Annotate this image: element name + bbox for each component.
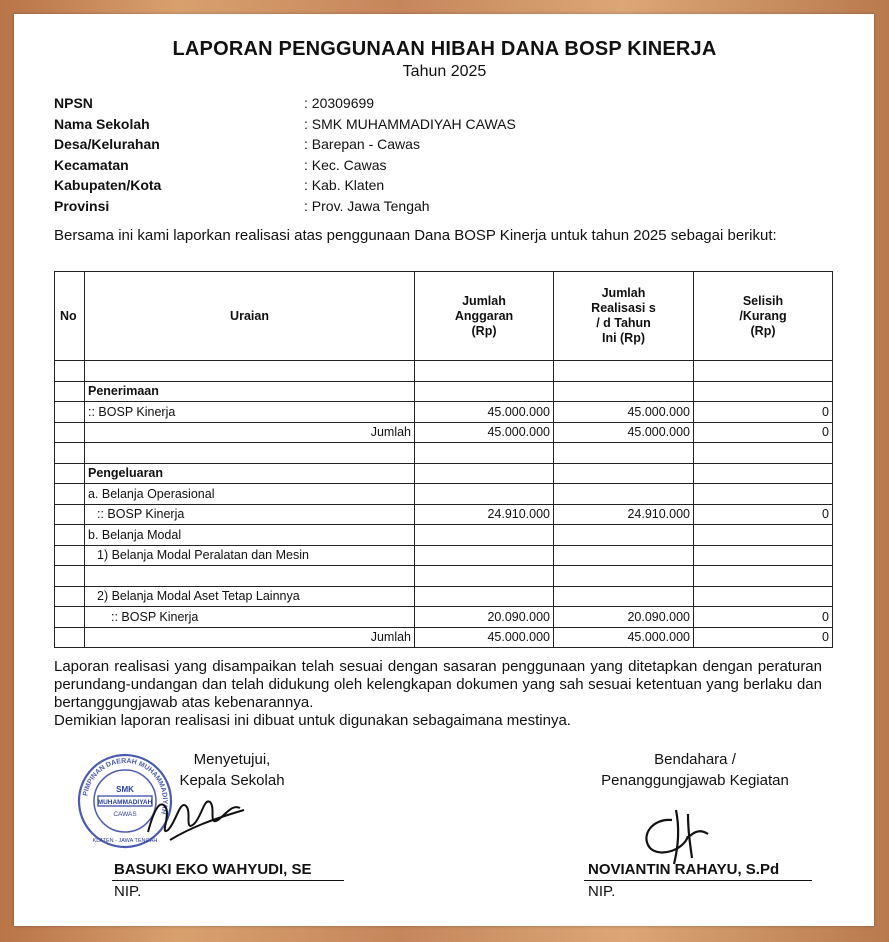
- table-row: [55, 484, 833, 505]
- table-row: [55, 361, 833, 382]
- cell-anggaran: [415, 545, 554, 566]
- cell-anggaran: [415, 566, 554, 587]
- table-row: [55, 627, 833, 648]
- right-signature-underline: [584, 880, 812, 881]
- header-no: No: [55, 272, 85, 361]
- cell-selisih: [694, 381, 833, 402]
- cell-selisih: [694, 525, 833, 546]
- cell-anggaran: [415, 361, 554, 382]
- table-row: [55, 422, 833, 443]
- info-label: Kabupaten/Kota: [54, 177, 162, 193]
- info-label: Nama Sekolah: [54, 115, 150, 132]
- cell-anggaran: [415, 484, 554, 505]
- cell-no: [55, 525, 85, 546]
- cell-no: [55, 586, 85, 607]
- cell-uraian: [85, 361, 415, 382]
- cell-realisasi: 45.000.000: [554, 402, 694, 423]
- table-header-row: [55, 272, 833, 361]
- cell-uraian: :: BOSP Kinerja: [85, 607, 415, 628]
- table-row: [55, 545, 833, 566]
- cell-selisih: [694, 484, 833, 505]
- info-label: Provinsi: [54, 197, 110, 214]
- table-row: [55, 566, 833, 587]
- stamp-center-mid: MUHAMMADIYAH: [97, 799, 153, 806]
- cell-anggaran: [415, 586, 554, 607]
- cell-uraian: 2) Belanja Modal Aset Tetap Lainnya: [85, 586, 415, 607]
- cell-selisih: [694, 361, 833, 382]
- table-row: [55, 402, 833, 423]
- right-signature-heading: [580, 749, 810, 791]
- stamp-center-bottom: CAWAS: [113, 811, 137, 818]
- cell-realisasi: [554, 361, 694, 382]
- table-row: [55, 586, 833, 607]
- info-label: NPSN: [54, 95, 93, 111]
- info-value: : Barepan - Cawas: [304, 136, 420, 152]
- info-value: : Prov. Jawa Tengah: [304, 197, 430, 214]
- closing-statement: Demikian laporan realisasi ini dibuat untuk digunakan sebagaimana mestinya.: [54, 712, 571, 729]
- cell-selisih: [694, 545, 833, 566]
- cell-selisih: 0: [694, 607, 833, 628]
- stamp-bottom-text: KLATEN - JAWA TENGAH: [92, 838, 158, 844]
- report-title: LAPORAN PENGGUNAAN HIBAH DANA BOSP KINERJA: [172, 38, 717, 60]
- cell-realisasi: [554, 566, 694, 587]
- cell-anggaran: 45.000.000: [415, 422, 554, 443]
- cell-realisasi: 24.910.000: [554, 504, 694, 525]
- cell-uraian: a. Belanja Operasional: [85, 484, 415, 505]
- cell-uraian: Pengeluaran: [85, 463, 415, 484]
- cell-anggaran: [415, 381, 554, 402]
- info-label: Kecamatan: [54, 156, 129, 173]
- cell-uraian: Penerimaan: [85, 381, 415, 402]
- right-sig-line1: Bendahara /: [654, 751, 736, 768]
- header-selisih: [694, 272, 833, 361]
- cell-realisasi: 45.000.000: [554, 422, 694, 443]
- info-value: : Kab. Klaten: [304, 177, 385, 193]
- cell-uraian: [85, 566, 415, 587]
- right-signer-name: NOVIANTIN RAHAYU, S.Pd: [588, 861, 780, 878]
- cell-uraian: Jumlah: [85, 422, 415, 443]
- stamp-ring-text: PIMPINAN DAERAH MUHAMMADIYAH: [82, 757, 169, 815]
- cell-uraian: Jumlah: [85, 627, 415, 648]
- header-realisasi: [554, 272, 694, 361]
- header-realisasi-label: Jumlah Realisasi s / d Tahun Ini (Rp): [591, 286, 656, 345]
- cell-realisasi: [554, 381, 694, 402]
- cell-realisasi: 20.090.000: [554, 607, 694, 628]
- cell-uraian: :: BOSP Kinerja: [85, 402, 415, 423]
- left-signature-scribble-icon: [140, 780, 250, 850]
- left-nip: NIP.: [114, 883, 142, 900]
- right-signature-scribble-icon: [632, 800, 722, 870]
- closing-text: Laporan realisasi yang disampaikan telah sesuai dengan sasaran penggunaan yang ditetapkan dengan peraturan perundang-undangan dan telah didukung oleh kelengkapan dokumen yang sah sesuai ketentuan yang berlaku dan bertanggungjawab atas kebenarannya.: [54, 658, 822, 711]
- cell-anggaran: 45.000.000: [415, 627, 554, 648]
- left-signature-underline: [112, 880, 344, 881]
- cell-anggaran: 20.090.000: [415, 607, 554, 628]
- cell-realisasi: [554, 545, 694, 566]
- cell-realisasi: [554, 525, 694, 546]
- cell-realisasi: [554, 463, 694, 484]
- info-value: : 20309699: [304, 95, 375, 111]
- closing-paragraph: [54, 658, 822, 730]
- cell-selisih: 0: [694, 402, 833, 423]
- cell-selisih: [694, 463, 833, 484]
- cell-no: [55, 627, 85, 648]
- left-sig-line2: Kepala Sekolah: [179, 772, 285, 789]
- left-sig-line1: Menyetujui,: [193, 751, 271, 768]
- right-nip: NIP.: [588, 883, 616, 900]
- report-year: Tahun 2025: [402, 63, 487, 80]
- left-signer-name: BASUKI EKO WAHYUDI, SE: [114, 861, 312, 878]
- right-sig-line2: Penanggungjawab Kegiatan: [601, 772, 789, 789]
- cell-no: [55, 381, 85, 402]
- cell-no: [55, 545, 85, 566]
- cell-anggaran: [415, 443, 554, 464]
- cell-no: [55, 566, 85, 587]
- info-value: : Kec. Cawas: [304, 156, 387, 173]
- cell-realisasi: [554, 443, 694, 464]
- table-row: [55, 607, 833, 628]
- cell-no: [55, 402, 85, 423]
- header-anggaran-label: Jumlah Anggaran (Rp): [454, 293, 514, 338]
- cell-anggaran: [415, 525, 554, 546]
- stamp-center-top: SMK: [116, 785, 134, 794]
- table-row: [55, 463, 833, 484]
- cell-no: [55, 422, 85, 443]
- cell-anggaran: 45.000.000: [415, 402, 554, 423]
- table-row: [55, 381, 833, 402]
- table-row: [55, 504, 833, 525]
- header-uraian: Uraian: [85, 272, 415, 361]
- info-label: Desa/Kelurahan: [54, 136, 160, 152]
- cell-uraian: :: BOSP Kinerja: [85, 504, 415, 525]
- cell-selisih: [694, 443, 833, 464]
- cell-no: [55, 484, 85, 505]
- table-row: [55, 443, 833, 464]
- cell-no: [55, 607, 85, 628]
- intro-paragraph: Bersama ini kami laporkan realisasi atas penggunaan Dana BOSP Kinerja untuk tahun 2025 sebagai berikut:: [54, 227, 777, 244]
- header-selisih-label: Selisih /Kurang (Rp): [739, 293, 787, 338]
- cell-realisasi: 45.000.000: [554, 627, 694, 648]
- info-value: : SMK MUHAMMADIYAH CAWAS: [304, 115, 516, 132]
- realization-table: [54, 271, 833, 648]
- cell-selisih: 0: [694, 422, 833, 443]
- cell-uraian: b. Belanja Modal: [85, 525, 415, 546]
- cell-selisih: 0: [694, 627, 833, 648]
- cell-realisasi: [554, 484, 694, 505]
- cell-anggaran: [415, 463, 554, 484]
- cell-no: [55, 361, 85, 382]
- cell-uraian: 1) Belanja Modal Peralatan dan Mesin: [85, 545, 415, 566]
- cell-no: [55, 504, 85, 525]
- cell-realisasi: [554, 586, 694, 607]
- cell-no: [55, 443, 85, 464]
- cell-no: [55, 463, 85, 484]
- cell-uraian: [85, 443, 415, 464]
- table-row: [55, 525, 833, 546]
- cell-selisih: [694, 586, 833, 607]
- cell-anggaran: 24.910.000: [415, 504, 554, 525]
- header-anggaran: [415, 272, 554, 361]
- table-body: [55, 361, 833, 648]
- cell-selisih: 0: [694, 504, 833, 525]
- cell-selisih: [694, 566, 833, 587]
